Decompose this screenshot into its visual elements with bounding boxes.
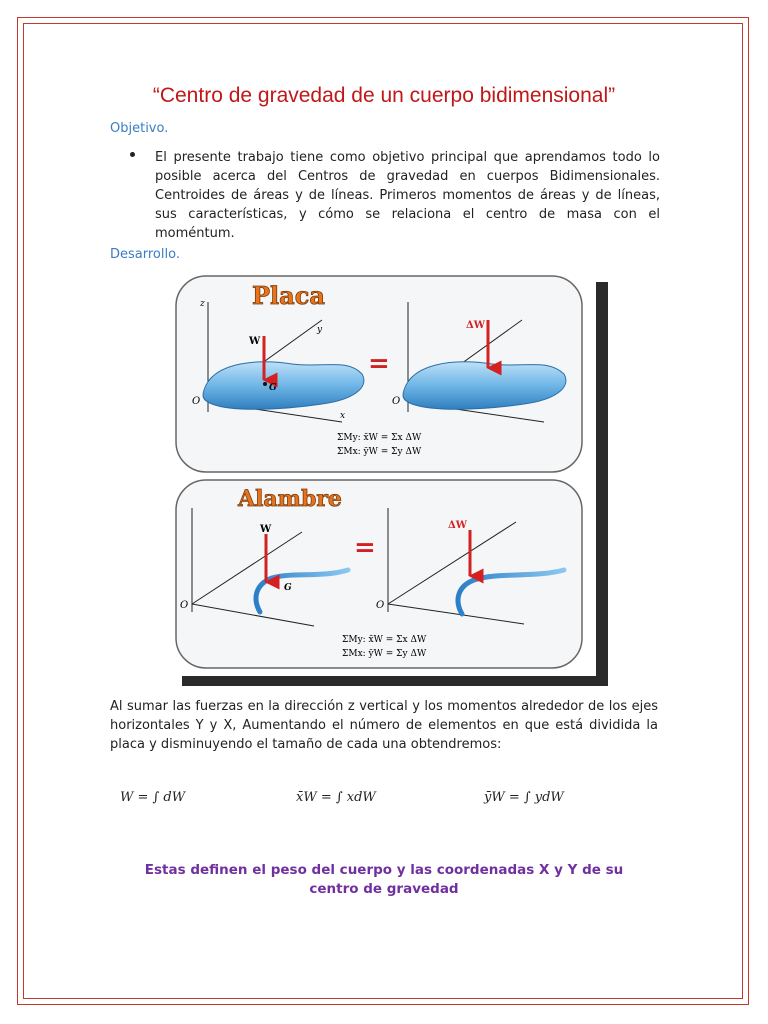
wire-panel [176, 480, 582, 668]
objective-text: El presente trabajo tiene como objetivo principal que aprendamos todo lo posible acerca del Centros de gravedad en cuerpos Bidimensionales. Centroides de áreas y de líneas. Primeros momentos de áreas y de líneas, sus características, y cómo se relaciona el centro de masa con el moméntum. [155, 150, 660, 241]
objective-heading: Objetivo. [110, 121, 169, 136]
wire-equation-2: ΣMx: ȳW = Σy ΔW [342, 649, 427, 659]
svg-text:ΔW: ΔW [448, 520, 467, 531]
plate-delta-weight-label: ΔW [466, 320, 485, 331]
plate-equals-sign: = [368, 349, 390, 379]
development-heading: Desarrollo. [110, 247, 180, 262]
svg-text:O: O [392, 396, 401, 407]
plate-centroid-label: G [269, 383, 277, 393]
plate-panel [176, 276, 582, 472]
conclusion-text [0, 861, 768, 899]
explanation-paragraph: Al sumar las fuerzas en la dirección z vertical y los momentos alrededor de los ejes horizontales Y y X, Aumentando el número de elementos en que está dividida la placa y disminuyendo el tamaño de cada una obtendremos: [110, 699, 658, 752]
plate-origin: O [192, 396, 201, 407]
objective-bullet [130, 148, 660, 243]
plate-equation-2: ΣMx: ȳW = Σy ΔW [337, 447, 422, 457]
plate-title: Placa [252, 281, 325, 310]
formula-x-moment: x̄W = ∫ xdW [296, 790, 376, 805]
svg-text:G: G [284, 583, 292, 593]
wire-equals-sign: = [354, 533, 376, 563]
bullet-icon [130, 152, 135, 157]
plate-axis-x: x [340, 411, 346, 421]
plate-axis-y: y [317, 325, 323, 335]
plate-weight-label: W [249, 336, 261, 347]
svg-text:W: W [260, 524, 272, 535]
figure-shadow-right [596, 282, 608, 686]
wire-title: Alambre [238, 486, 342, 512]
plate-axis-z: z [200, 299, 205, 309]
formula-y-moment: ȳW = ∫ ydW [484, 790, 564, 805]
figure-shadow-bottom [182, 676, 608, 686]
document-title: “Centro de gravedad de un cuerpo bidimensional” [152, 84, 616, 107]
conclusion-line: Estas definen el peso del cuerpo y las coordenadas X y Y de su centro de gravedad [144, 862, 624, 897]
centroid-figure [172, 272, 608, 686]
formula-weight: W = ∫ dW [120, 790, 186, 805]
plate-equation-1: ΣMy: x̄W = Σx ΔW [337, 433, 422, 443]
wire-equation-1: ΣMy: x̄W = Σx ΔW [342, 635, 427, 645]
svg-text:O: O [180, 600, 189, 611]
svg-text:O: O [376, 600, 385, 611]
centroid-figure-svg [172, 272, 608, 686]
